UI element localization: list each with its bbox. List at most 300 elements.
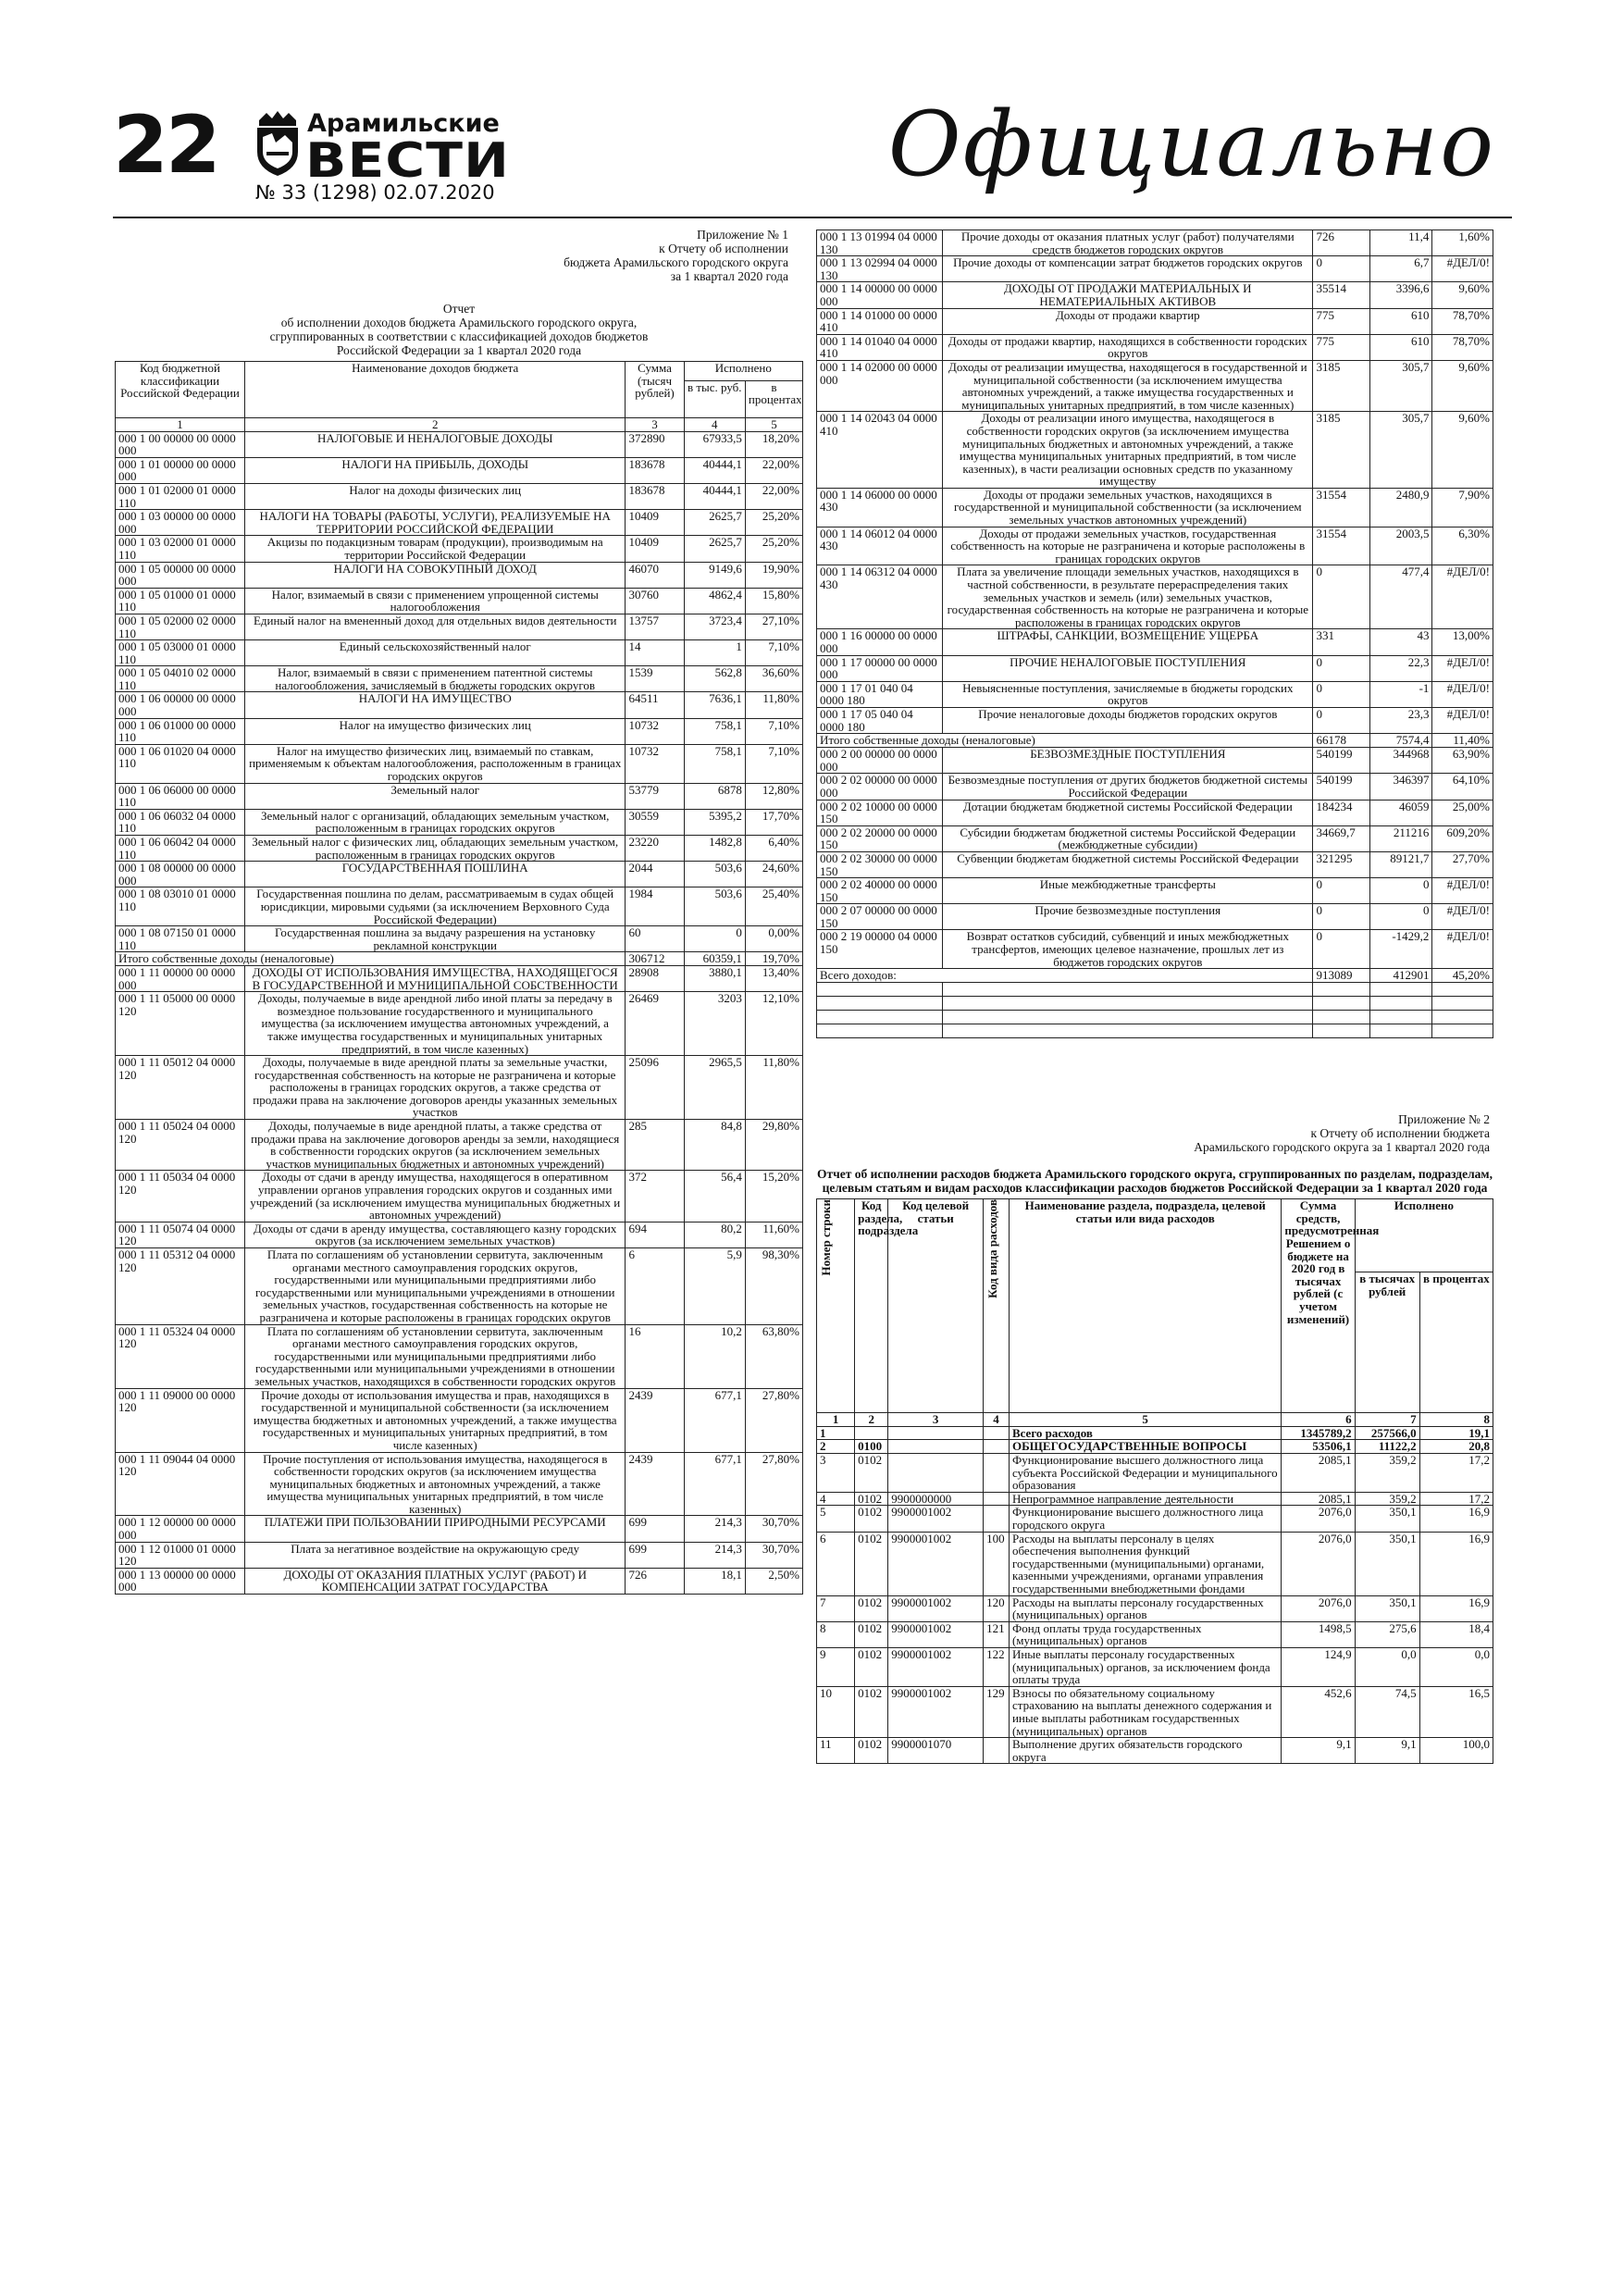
- revenue-exec: 3203: [684, 992, 745, 1056]
- revenue-plan: 913089: [1313, 969, 1369, 983]
- exp-target: [888, 1454, 984, 1493]
- empty-cell: [1432, 983, 1493, 997]
- revenue-percent: 98,30%: [745, 1248, 802, 1325]
- revenue-row: [116, 1452, 803, 1516]
- exp-name: Непрограммное направление деятельности: [1009, 1492, 1281, 1506]
- revenue-plan: 0: [1313, 256, 1369, 282]
- exp-plan: 2085,1: [1282, 1454, 1355, 1493]
- exp-col-number: 6: [1282, 1413, 1355, 1427]
- revenue-plan: 53779: [626, 783, 684, 809]
- revenue-exec: 80,2: [684, 1222, 745, 1247]
- revenue-name: Доходы, получаемые в виде арендной платы за земельные участки, государственная собственность на которые не разграничена и которые расположены в границах городских округов, а также средства от продажи права на заключение договоров аренды указанных земельных участков: [244, 1056, 625, 1120]
- revenue-name: ПРОЧИЕ НЕНАЛОГОВЫЕ ПОСТУПЛЕНИЯ: [943, 655, 1313, 681]
- revenue-row: [817, 825, 1493, 851]
- revenue-row: [817, 308, 1493, 334]
- appendix-2-heading: [816, 1112, 1490, 1154]
- expense-row: [817, 1454, 1493, 1493]
- exp-section: [855, 1426, 888, 1440]
- revenue-percent: 13,00%: [1432, 629, 1493, 655]
- exp-name: Выполнение других обязательств городского округа: [1009, 1738, 1281, 1764]
- exp-kind: [984, 1454, 1010, 1493]
- revenue-percent: #ДЕЛ/0!: [1432, 930, 1493, 969]
- revenue-percent: 78,70%: [1432, 308, 1493, 334]
- revenue-plan: 16: [626, 1324, 684, 1388]
- revenue-code: 000 1 06 01020 04 0000 110: [116, 744, 245, 783]
- exp-section: 0100: [855, 1440, 888, 1454]
- revenue-percent: 0,00%: [745, 926, 802, 952]
- revenue-percent: #ДЕЛ/0!: [1432, 878, 1493, 904]
- revenue-name: НАЛОГОВЫЕ И НЕНАЛОГОВЫЕ ДОХОДЫ: [244, 431, 625, 457]
- empty-cell: [817, 983, 943, 997]
- revenue-plan: 0: [1313, 707, 1369, 733]
- revenue-name: Доходы от реализации иного имущества, находящегося в собственности городских округов (за исключением имущества муниципальных бюджетных и автономных учреждений, а также имущества муниципальных унитарных предприятий, в том числе казенных), в части реализации основных средств по указанному имуществу: [943, 412, 1313, 489]
- exp-section: 0102: [855, 1532, 888, 1595]
- revenue-exec: 3396,6: [1369, 282, 1432, 308]
- revenue-exec: 214,3: [684, 1516, 745, 1542]
- revenue-percent: 25,20%: [745, 536, 802, 562]
- revenue-code: 000 1 14 01040 04 0000 410: [817, 334, 943, 360]
- revenue-exec: 503,6: [684, 862, 745, 887]
- revenue-plan: 331: [1313, 629, 1369, 655]
- appendix-1-line: Приложение № 1: [697, 228, 788, 242]
- coat-of-arms-icon: [254, 111, 302, 176]
- col-number: 4: [684, 418, 745, 432]
- revenue-percent: 27,70%: [1432, 851, 1493, 877]
- empty-cell: [1369, 1011, 1432, 1024]
- exp-exec: 0,0: [1355, 1647, 1419, 1686]
- report-2-title: Отчет об исполнении расходов бюджета Арамильского городского округа, сгруппированных по разделам, подразделам, целевым статьям и видам расходов классификации расходов бюджетов Российской Федерации за 1 квартал 2020 года: [817, 1167, 1493, 1196]
- exp-exec: 359,2: [1355, 1492, 1419, 1506]
- revenue-plan: 10409: [626, 536, 684, 562]
- revenue-name: Плата по соглашениям об установлении сервитута, заключенным органами местного самоуправления городских округов, государственными или муниципальными предприятиями либо государственными или муниципальными учреждениями в отношении земельных участков, государственная собственность на которые не разграничена и которые расположены в границах городских округов: [244, 1248, 625, 1325]
- revenue-name: Акцизы по подакцизным товарам (продукции), производимым на территории Российской Федерации: [244, 536, 625, 562]
- exp-col-name: Наименование раздела, подраздела, целевой статьи или вида расходов: [1009, 1199, 1281, 1413]
- exp-col-number: 3: [888, 1413, 984, 1427]
- revenue-exec: 67933,5: [684, 431, 745, 457]
- revenue-plan: 694: [626, 1222, 684, 1247]
- issue-info: № 33 (1298) 02.07.2020: [255, 181, 495, 204]
- revenue-row: [817, 734, 1493, 748]
- exp-name: ОБЩЕГОСУДАРСТВЕННЫЕ ВОПРОСЫ: [1009, 1440, 1281, 1454]
- exp-section: 0102: [855, 1454, 888, 1493]
- exp-kind: [984, 1426, 1010, 1440]
- revenue-exec: 2625,7: [684, 510, 745, 536]
- revenue-percent: #ДЕЛ/0!: [1432, 707, 1493, 733]
- rubric-title: Официально: [887, 93, 1495, 196]
- expense-row: [817, 1492, 1493, 1506]
- revenue-row: [116, 510, 803, 536]
- empty-row: [817, 997, 1493, 1011]
- revenue-code: 000 1 13 01994 04 0000 130: [817, 230, 943, 256]
- empty-cell: [1369, 997, 1432, 1011]
- revenue-table-left: [115, 361, 803, 1595]
- revenue-exec: -1: [1369, 681, 1432, 707]
- revenue-name: Субсидии бюджетам бюджетной системы Российской Федерации (межбюджетные субсидии): [943, 825, 1313, 851]
- revenue-exec: 5,9: [684, 1248, 745, 1325]
- revenue-name: БЕЗВОЗМЕЗДНЫЕ ПОСТУПЛЕНИЯ: [943, 748, 1313, 774]
- revenue-plan: 1984: [626, 887, 684, 926]
- exp-name: Расходы на выплаты персоналу в целях обеспечения выполнения функций государственными (муниципальными) органами, казенными учреждениями, органами управления государственными внебюджетными фондами: [1009, 1532, 1281, 1595]
- exp-col-section: Код раздела, подраздела: [855, 1199, 888, 1413]
- revenue-code: 000 1 14 06312 04 0000 430: [817, 565, 943, 629]
- exp-section: 0102: [855, 1621, 888, 1647]
- revenue-name: Доходы от продажи квартир: [943, 308, 1313, 334]
- revenue-plan: 30760: [626, 588, 684, 614]
- empty-cell: [817, 997, 943, 1011]
- revenue-percent: 27,80%: [745, 1452, 802, 1516]
- revenue-exec: 1: [684, 640, 745, 666]
- revenue-code: 000 1 13 00000 00 0000 000: [116, 1568, 245, 1594]
- revenue-exec: 84,8: [684, 1120, 745, 1171]
- revenue-code: 000 1 08 07150 01 0000 110: [116, 926, 245, 952]
- revenue-exec: 346397: [1369, 774, 1432, 800]
- revenue-name: НАЛОГИ НА СОВОКУПНЫЙ ДОХОД: [244, 562, 625, 588]
- report-1-title-line: Отчет: [442, 302, 476, 316]
- revenue-plan: 775: [1313, 334, 1369, 360]
- exp-name: Расходы на выплаты персоналу государственных (муниципальных) органов: [1009, 1595, 1281, 1621]
- revenue-exec: 40444,1: [684, 483, 745, 509]
- empty-cell: [1313, 1011, 1369, 1024]
- appendix-2-line: Арамильского городского округа за 1 квартал 2020 года: [1194, 1140, 1490, 1155]
- revenue-code: Итого собственные доходы (неналоговые): [817, 734, 1313, 748]
- revenue-code: 000 1 11 00000 00 0000 000: [116, 965, 245, 991]
- revenue-name: Государственная пошлина по делам, рассматриваемым в судах общей юрисдикции, мировыми судьями (за исключением Верховного Суда Российской Федерации): [244, 887, 625, 926]
- revenue-code: 000 1 13 02994 04 0000 130: [817, 256, 943, 282]
- revenue-name: Доходы, получаемые в виде арендной либо иной платы за передачу в возмездное пользование государственного и муниципального имущества (за исключением имущества автономных учреждений, а также имущества государственных и муниципальных унитарных предприятий, в том числе казенных): [244, 992, 625, 1056]
- revenue-exec: 344968: [1369, 748, 1432, 774]
- revenue-name: Налог на имущество физических лиц, взимаемый по ставкам, применяемым к объектам налогообложения, расположенным в границах городских округов: [244, 744, 625, 783]
- revenue-plan: 3185: [1313, 360, 1369, 411]
- exp-col-sum: Сумма средств, предусмотренная Решением о бюджете на 2020 год в тысячах рублей (с учетом изменений): [1282, 1199, 1355, 1413]
- exp-col-exec-rub: в тысячах рублей: [1355, 1272, 1419, 1413]
- revenue-table-left-body: [116, 431, 803, 1594]
- revenue-percent: 25,20%: [745, 510, 802, 536]
- expense-row: [817, 1686, 1493, 1737]
- revenue-name: Плата за увеличение площади земельных участков, находящихся в частной собственности, в результате перераспределения таких земельных участков и земель (или) земельных участков, государственная собственность на которые не разграничена и которые расположены в границах городских округов: [943, 565, 1313, 629]
- exp-target: [888, 1426, 984, 1440]
- revenue-plan: 726: [626, 1568, 684, 1594]
- revenue-code: 000 1 14 01000 00 0000 410: [817, 308, 943, 334]
- revenue-row: [817, 360, 1493, 411]
- exp-col-target: Код целевой статьи: [888, 1199, 984, 1413]
- revenue-plan: 35514: [1313, 282, 1369, 308]
- exp-col-number: 7: [1355, 1413, 1419, 1427]
- revenue-row: [817, 774, 1493, 800]
- exp-col-number: 1: [817, 1413, 855, 1427]
- revenue-row: [116, 692, 803, 718]
- revenue-percent: #ДЕЛ/0!: [1432, 655, 1493, 681]
- revenue-percent: #ДЕЛ/0!: [1432, 565, 1493, 629]
- revenue-code: 000 2 02 20000 00 0000 150: [817, 825, 943, 851]
- revenue-plan: 6: [626, 1248, 684, 1325]
- revenue-name: ДОХОДЫ ОТ ПРОДАЖИ МАТЕРИАЛЬНЫХ И НЕМАТЕРИАЛЬНЫХ АКТИВОВ: [943, 282, 1313, 308]
- revenue-code: 000 1 14 06012 04 0000 430: [817, 527, 943, 565]
- revenue-exec: 18,1: [684, 1568, 745, 1594]
- revenue-exec: 23,3: [1369, 707, 1432, 733]
- revenue-code: 000 1 11 05000 00 0000 120: [116, 992, 245, 1056]
- revenue-exec: 412901: [1369, 969, 1432, 983]
- revenue-name: Земельный налог с физических лиц, обладающих земельным участком, расположенным в границах городских округов: [244, 836, 625, 862]
- revenue-row: [116, 588, 803, 614]
- revenue-percent: 609,20%: [1432, 825, 1493, 851]
- revenue-plan: 306712: [626, 952, 684, 966]
- revenue-name: Доходы от продажи земельных участков, находящихся в государственной и муниципальной собственности (за исключением земельных участков автономных учреждений): [943, 488, 1313, 527]
- revenue-plan: 31554: [1313, 527, 1369, 565]
- revenue-row: [116, 744, 803, 783]
- revenue-plan: 0: [1313, 930, 1369, 969]
- revenue-name: Субвенции бюджетам бюджетной системы Российской Федерации: [943, 851, 1313, 877]
- empty-row: [817, 1024, 1493, 1038]
- revenue-plan: 540199: [1313, 774, 1369, 800]
- revenue-name: Прочие неналоговые доходы бюджетов городских округов: [943, 707, 1313, 733]
- revenue-percent: 6,40%: [745, 836, 802, 862]
- revenue-name: Безвозмездные поступления от других бюджетов бюджетной системы Российской Федерации: [943, 774, 1313, 800]
- revenue-code: 000 1 01 02000 01 0000 110: [116, 483, 245, 509]
- exp-plan: 2076,0: [1282, 1595, 1355, 1621]
- revenue-code: 000 1 05 04010 02 0000 110: [116, 666, 245, 692]
- revenue-row: [116, 718, 803, 744]
- revenue-code: 000 1 03 02000 01 0000 110: [116, 536, 245, 562]
- exp-exec: 11122,2: [1355, 1440, 1419, 1454]
- exp-row-num: 7: [817, 1595, 855, 1621]
- revenue-name: Невыясненные поступления, зачисляемые в бюджеты городских округов: [943, 681, 1313, 707]
- revenue-row: [116, 1568, 803, 1594]
- appendix-2-line: к Отчету об исполнении бюджета: [1310, 1126, 1490, 1141]
- exp-section: 0102: [855, 1738, 888, 1764]
- revenue-code: 000 2 02 10000 00 0000 150: [817, 800, 943, 825]
- revenue-exec: 758,1: [684, 718, 745, 744]
- revenue-percent: 12,10%: [745, 992, 802, 1056]
- revenue-code: 000 1 17 01 040 04 0000 180: [817, 681, 943, 707]
- revenue-name: Земельный налог с организаций, обладающих земельным участком, расположенным в границах городских округов: [244, 809, 625, 835]
- appendix-1-line: за 1 квартал 2020 года: [670, 269, 788, 283]
- revenue-row: [817, 334, 1493, 360]
- revenue-row: [116, 1171, 803, 1222]
- revenue-row: [817, 488, 1493, 527]
- exp-kind: 122: [984, 1647, 1010, 1686]
- revenue-name: Единый налог на вмененный доход для отдельных видов деятельности: [244, 614, 625, 639]
- revenue-plan: 183678: [626, 483, 684, 509]
- empty-cell: [817, 1024, 943, 1038]
- revenue-code: 000 1 11 05012 04 0000 120: [116, 1056, 245, 1120]
- revenue-table-right-body: [817, 230, 1493, 1038]
- revenue-exec: 22,3: [1369, 655, 1432, 681]
- exp-kind: [984, 1440, 1010, 1454]
- revenue-row: [116, 887, 803, 926]
- exp-percent: 18,4: [1419, 1621, 1493, 1647]
- revenue-row: [116, 1120, 803, 1171]
- revenue-code: 000 2 07 00000 00 0000 150: [817, 904, 943, 930]
- revenue-name: Плата по соглашениям об установлении сервитута, заключенным органами местного самоуправления городских округов, государственными или муниципальными предприятиями либо государственными или муниципальными учреждениями в отношении земельных участков, находящихся в собственности городских округов: [244, 1324, 625, 1388]
- revenue-plan: 0: [1313, 878, 1369, 904]
- revenue-percent: #ДЕЛ/0!: [1432, 681, 1493, 707]
- revenue-exec: 211216: [1369, 825, 1432, 851]
- empty-cell: [1432, 1011, 1493, 1024]
- col-number: 2: [244, 418, 625, 432]
- revenue-percent: 64,10%: [1432, 774, 1493, 800]
- expense-row: [817, 1621, 1493, 1647]
- revenue-plan: 3185: [1313, 412, 1369, 489]
- revenue-exec: -1429,2: [1369, 930, 1432, 969]
- revenue-percent: 22,00%: [745, 483, 802, 509]
- exp-name: Всего расходов: [1009, 1426, 1281, 1440]
- expense-row: [817, 1440, 1493, 1454]
- revenue-code: Всего доходов:: [817, 969, 1313, 983]
- revenue-exec: 305,7: [1369, 360, 1432, 411]
- revenue-plan: 66178: [1313, 734, 1369, 748]
- revenue-exec: 610: [1369, 334, 1432, 360]
- col-number-row: [116, 418, 803, 432]
- exp-exec: 359,2: [1355, 1454, 1419, 1493]
- revenue-code: 000 1 11 09044 04 0000 120: [116, 1452, 245, 1516]
- empty-row: [817, 983, 1493, 997]
- revenue-plan: 2439: [626, 1388, 684, 1452]
- appendix-1-line: к Отчету об исполнении: [659, 242, 788, 255]
- revenue-percent: 78,70%: [1432, 334, 1493, 360]
- exp-col-number: 8: [1419, 1413, 1493, 1427]
- empty-cell: [1369, 1024, 1432, 1038]
- empty-cell: [1313, 1024, 1369, 1038]
- exp-target: 9900001002: [888, 1686, 984, 1737]
- exp-name: Иные выплаты персоналу государственных (муниципальных) органов, за исключением фонда оплаты труда: [1009, 1647, 1281, 1686]
- revenue-plan: 64511: [626, 692, 684, 718]
- revenue-name: Прочие доходы от оказания платных услуг (работ) получателями средств бюджетов городских округов: [943, 230, 1313, 256]
- exp-target: 9900001002: [888, 1595, 984, 1621]
- revenue-row: [817, 565, 1493, 629]
- revenue-code: 000 1 06 06032 04 0000 110: [116, 809, 245, 835]
- revenue-row: [817, 878, 1493, 904]
- revenue-percent: 36,60%: [745, 666, 802, 692]
- revenue-code: 000 1 05 00000 00 0000 000: [116, 562, 245, 588]
- revenue-row: [817, 282, 1493, 308]
- revenue-percent: 27,10%: [745, 614, 802, 639]
- revenue-percent: 7,10%: [745, 640, 802, 666]
- revenue-row: [817, 681, 1493, 707]
- exp-kind: 100: [984, 1532, 1010, 1595]
- revenue-percent: 63,90%: [1432, 748, 1493, 774]
- revenue-row: [116, 926, 803, 952]
- exp-plan: 452,6: [1282, 1686, 1355, 1737]
- exp-exec: 74,5: [1355, 1686, 1419, 1737]
- revenue-plan: 184234: [1313, 800, 1369, 825]
- exp-col-number: 4: [984, 1413, 1010, 1427]
- revenue-plan: 14: [626, 640, 684, 666]
- col-header-exec-rub: в тыс. руб.: [684, 380, 745, 417]
- exp-exec: 350,1: [1355, 1506, 1419, 1532]
- exp-col-kind: [984, 1199, 1010, 1413]
- exp-col-kind-label: Код вида расходов: [985, 1199, 1000, 1299]
- revenue-plan: 26469: [626, 992, 684, 1056]
- revenue-name: Налог, взимаемый в связи с применением упрощенной системы налогообложения: [244, 588, 625, 614]
- revenue-name: Доходы от сдачи в аренду имущества, находящегося в оперативном управлении органов управления городских округов и созданных ими учреждений (за исключением имущества муниципальных бюджетных и автономных учреждений): [244, 1171, 625, 1222]
- revenue-row: [817, 230, 1493, 256]
- revenue-row: [116, 666, 803, 692]
- revenue-exec: 6878: [684, 783, 745, 809]
- empty-cell: [943, 983, 1313, 997]
- revenue-name: Государственная пошлина за выдачу разрешения на установку рекламной конструкции: [244, 926, 625, 952]
- revenue-exec: 11,4: [1369, 230, 1432, 256]
- exp-row-num: 3: [817, 1454, 855, 1493]
- expense-row: [817, 1426, 1493, 1440]
- revenue-name: ГОСУДАРСТВЕННАЯ ПОШЛИНА: [244, 862, 625, 887]
- empty-cell: [1313, 983, 1369, 997]
- revenue-row: [116, 783, 803, 809]
- revenue-code: 000 1 12 01000 01 0000 120: [116, 1542, 245, 1568]
- exp-name: Фонд оплаты труда государственных (муниципальных) органов: [1009, 1621, 1281, 1647]
- revenue-percent: 13,40%: [745, 965, 802, 991]
- revenue-name: Прочие доходы от компенсации затрат бюджетов городских округов: [943, 256, 1313, 282]
- revenue-plan: 726: [1313, 230, 1369, 256]
- left-column: [115, 228, 803, 1595]
- revenue-code: 000 1 06 00000 00 0000 000: [116, 692, 245, 718]
- exp-exec: 9,1: [1355, 1738, 1419, 1764]
- revenue-percent: 24,60%: [745, 862, 802, 887]
- revenue-name: Прочие доходы от использования имущества и прав, находящихся в государственной и муниципальной собственности (за исключением имущества бюджетных и автономных учреждений, а также имущества государственных и муниципальных унитарных предприятий, в том числе казенных): [244, 1388, 625, 1452]
- expense-row: [817, 1738, 1493, 1764]
- revenue-percent: 18,20%: [745, 431, 802, 457]
- exp-col-number-row: [817, 1413, 1493, 1427]
- revenue-exec: 10,2: [684, 1324, 745, 1388]
- revenue-exec: 2003,5: [1369, 527, 1432, 565]
- revenue-row: [116, 457, 803, 483]
- revenue-percent: 25,00%: [1432, 800, 1493, 825]
- revenue-name: Доходы от продажи земельных участков, государственная собственность на которые не разграничена и которые расположены в границах городских округов: [943, 527, 1313, 565]
- revenue-code: 000 1 11 05074 04 0000 120: [116, 1222, 245, 1247]
- appendix-2-line: Приложение № 2: [1398, 1112, 1490, 1127]
- revenue-exec: 677,1: [684, 1388, 745, 1452]
- revenue-code: 000 1 12 00000 00 0000 000: [116, 1516, 245, 1542]
- revenue-name: Единый сельскохозяйственный налог: [244, 640, 625, 666]
- revenue-code: Итого собственные доходы (неналоговые): [116, 952, 626, 966]
- exp-target: 9900001002: [888, 1506, 984, 1532]
- revenue-code: 000 1 14 02000 00 0000 000: [817, 360, 943, 411]
- report-1-title: [115, 302, 803, 357]
- revenue-exec: 0: [684, 926, 745, 952]
- revenue-exec: 610: [1369, 308, 1432, 334]
- exp-percent: 17,2: [1419, 1454, 1493, 1493]
- revenue-exec: 2480,9: [1369, 488, 1432, 527]
- revenue-exec: 562,8: [684, 666, 745, 692]
- revenue-row: [116, 1542, 803, 1568]
- exp-row-num: 1: [817, 1426, 855, 1440]
- revenue-row: [116, 640, 803, 666]
- revenue-percent: 17,70%: [745, 809, 802, 835]
- revenue-percent: 11,80%: [745, 692, 802, 718]
- empty-cell: [1369, 983, 1432, 997]
- revenue-percent: 11,60%: [745, 1222, 802, 1247]
- exp-plan: 2076,0: [1282, 1506, 1355, 1532]
- appendix-1-heading: [115, 228, 788, 283]
- exp-plan: 9,1: [1282, 1738, 1355, 1764]
- exp-target: 9900001070: [888, 1738, 984, 1764]
- revenue-percent: 25,40%: [745, 887, 802, 926]
- revenue-exec: 60359,1: [684, 952, 745, 966]
- revenue-row: [817, 851, 1493, 877]
- revenue-row: [817, 655, 1493, 681]
- revenue-code: 000 1 03 00000 00 0000 000: [116, 510, 245, 536]
- page-number: 22: [113, 99, 218, 192]
- revenue-row: [817, 412, 1493, 489]
- logo-line-1: Арамильские: [307, 109, 500, 138]
- exp-target: 9900001002: [888, 1647, 984, 1686]
- col-header-name: Наименование доходов бюджета: [244, 362, 625, 418]
- report-1-title-line: Российской Федерации за 1 квартал 2020 года: [336, 343, 582, 357]
- expense-row: [817, 1647, 1493, 1686]
- expense-table: [816, 1198, 1493, 1764]
- exp-plan: 124,9: [1282, 1647, 1355, 1686]
- revenue-row: [116, 614, 803, 639]
- revenue-plan: 0: [1313, 904, 1369, 930]
